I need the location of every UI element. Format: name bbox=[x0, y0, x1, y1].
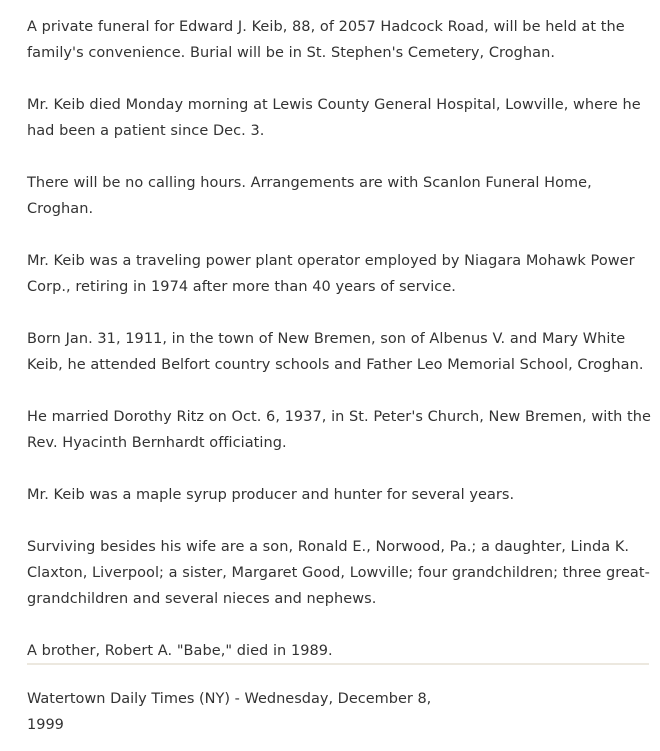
article-paragraph: Mr. Keib was a maple syrup producer and hunter for several years. bbox=[27, 487, 515, 503]
source-citation: Watertown Daily Times (NY) - Wednesday, December 8, 1999 bbox=[27, 691, 432, 733]
obituary-article bbox=[27, 14, 652, 690]
article-paragraph: A private funeral for Edward J. Keib, 88, of 2057 Hadcock Road, will be held at the family's convenience. Burial will be in St. Stephen's Cemetery, Croghan. bbox=[27, 19, 625, 61]
section-divider bbox=[27, 663, 649, 665]
article-paragraph: There will be no calling hours. Arrangements are with Scanlon Funeral Home, Croghan. bbox=[27, 175, 592, 217]
article-paragraph: Surviving besides his wife are a son, Ronald E., Norwood, Pa.; a daughter, Linda K. Claxton, Liverpool; a sister, Margaret Good, Lowville; four grandchildren; three great-grandchildren and several nieces and nephews. bbox=[27, 539, 650, 607]
article-paragraph: He married Dorothy Ritz on Oct. 6, 1937, in St. Peter's Church, New Bremen, with the Rev. Hyacinth Bernhardt officiating. bbox=[27, 409, 651, 451]
article-paragraph: Mr. Keib was a traveling power plant operator employed by Niagara Mohawk Power Corp., retiring in 1974 after more than 40 years of service. bbox=[27, 253, 635, 295]
article-paragraph: Mr. Keib died Monday morning at Lewis County General Hospital, Lowville, where he had been a patient since Dec. 3. bbox=[27, 97, 641, 139]
article-paragraph: Born Jan. 31, 1911, in the town of New Bremen, son of Albenus V. and Mary White Keib, he attended Belfort country schools and Father Leo Memorial School, Croghan. bbox=[27, 331, 644, 373]
article-paragraph: A brother, Robert A. "Babe," died in 1989. bbox=[27, 643, 333, 659]
